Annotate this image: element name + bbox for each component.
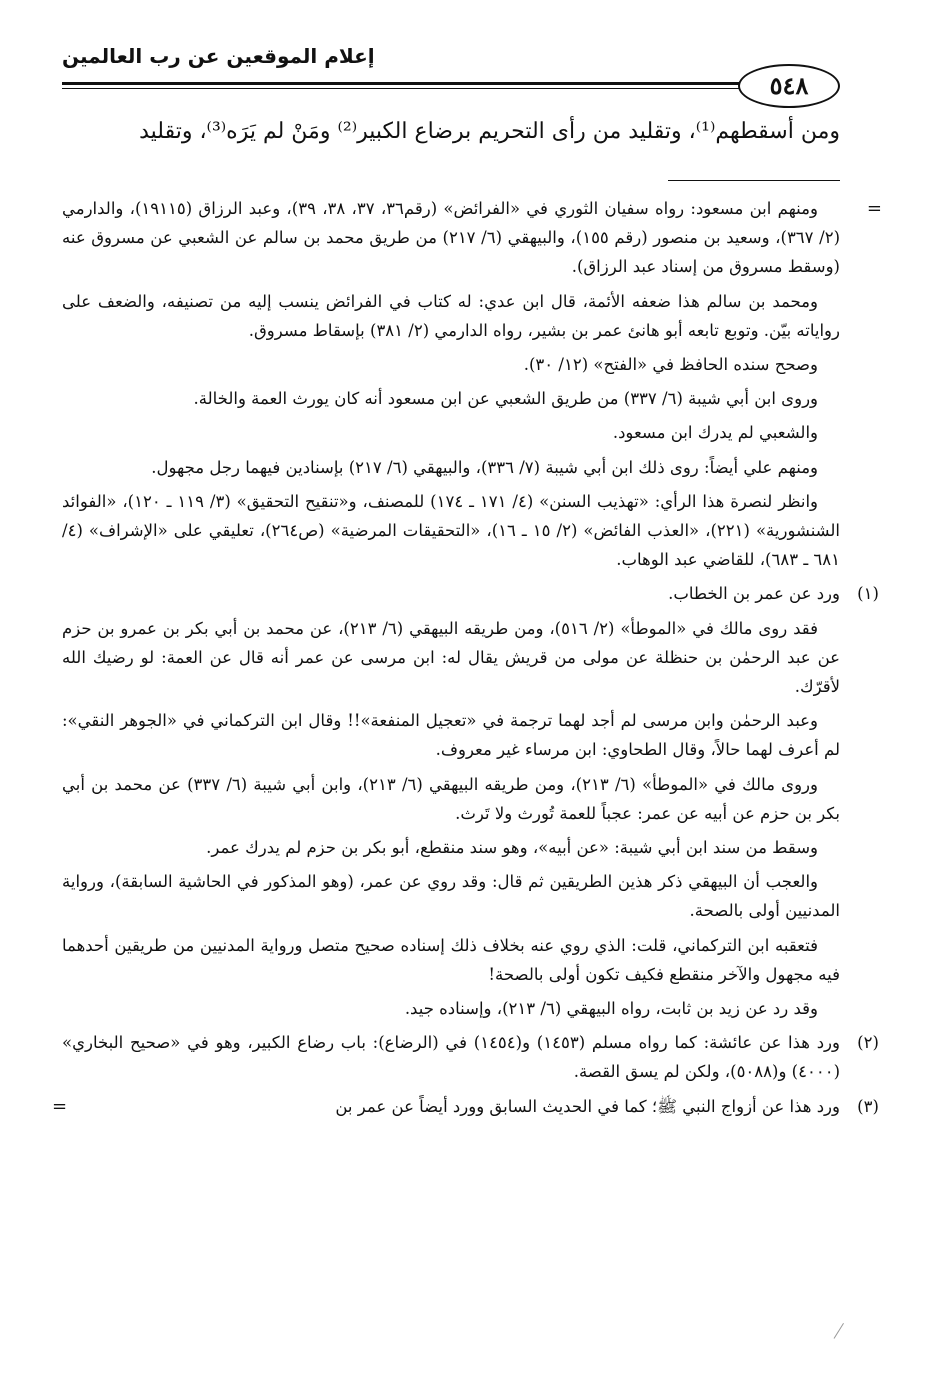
footnote-paragraph: والعجب أن البيهقي ذكر هذين الطريقين ثم قال: وقد روي عن عمر، (وهو المذكور في الحاشية السابقة)، ورواية المدنيين أولى بالصحة. [62,872,840,921]
footnote-3 [52,1092,879,1121]
footnote-paragraph: فتعقبه ابن التركماني، قلت: الذي روي عنه بخلاف ذلك إسناده صحيح متصل ورواية المدنيين من طريقين أحدهما فيه مجهول والآخر منقطع فكيف تكون أولى بالصحة! [62,935,840,984]
footnote-number: (٢) [857,1033,879,1053]
footnote-paragraph: وقد رد عن زيد بن ثابت، رواه البيهقي (٦/ ٢١٣)، وإسناده جيد. [404,999,818,1019]
header-rule-thick [62,82,800,85]
footnote-number: (٣) [857,1096,879,1116]
footnote-number: (١) [857,584,879,604]
stray-pen-mark [834,1323,844,1339]
footnote-first-line: ورد هذا عن عائشة: كما رواه مسلم (١٤٥٣) و(١٤٥٤) في (الرضاع): باب رضاع الكبير، وهو في «صحيح البخاري» (٤٠٠٠) و(٥٠٨٨)، ولكن لم يسق القصة. [62,1033,840,1082]
note-paragraph: والشعبي لم يدرك ابن مسعود. [612,423,818,443]
main-text-line: ومن أسقطهم⁽¹⁾، وتقليد من رأى التحريم برضاع الكبير⁽²⁾ ومَنْ لم يَرَه⁽³⁾، وتقليد [139,119,840,144]
header-rule-thin [62,88,800,89]
continuation-mark: = [52,1095,68,1117]
note-paragraph: ومنهم ابن مسعود: رواه سفيان الثوري في «الفرائض» (رقم٣٦، ٣٧، ٣٨، ٣٩)، وعبد الرزاق (١٩١١٥)، والدارمي (٢/ ٣٦٧)، وسعيد بن منصور (رقم ١٥٥)، والبيهقي (٦/ ٢١٧) من طريق محمد بن سالم عن الشعبي عن مسروق عنه (وسقط مسروق من إسناد عبد الرزاق). [62,199,840,277]
footnote-first-line: ورد عن عمر بن الخطاب. [668,584,840,604]
footnote-paragraph: فقد روى مالك في «الموطأ» (٢/ ٥١٦)، ومن طريقه البيهقي (٦/ ٢١٣)، عن محمد بن أبي بكر بن عمرو بن حزم عن عبد الرحمٰن بن حنظلة عن مولى من قريش يقال له: ابن مرسى عن عمر أنه قال عن العمة: لو رضيك الله لأقرّك. [62,618,840,697]
footnote-paragraph: وعبد الرحمٰن وابن مرسى لم أجد لهما ترجمة في «تعجيل المنفعة»!! وقال ابن التركماني في «الجوهر النقي»: لم أعرف لهما حالاً، وقال الطحاوي: ابن مرساء غير معروف. [62,711,840,760]
running-title: إعلام الموقعين عن رب العالمين [62,44,375,68]
note-paragraph: وصحح سنده الحافظ في «الفتح» (١٢/ ٣٠). [523,355,818,375]
footnote-2 [62,1028,879,1086]
note-paragraph: وروى ابن أبي شيبة (٦/ ٣٣٧) من طريق الشعبي عن ابن مسعود أنه كان يورث العمة والخالة. [193,389,818,409]
note-paragraph: وانظر لنصرة هذا الرأي: «تهذيب السنن» (٤/ ١٧١ ـ ١٧٤) للمصنف، و«تنقيح التحقيق» (٣/ ١١٩ ـ ١٢٠)، «الفوائد الشنشورية» (٢٢١)، «العذب الفائض» (٢/ ١٥ ـ ١٦)، «التحقيقات المرضية» (ص٢٦٤)، تعليقي على «الإشراف» (٤/ ٦٨١ ـ ٦٨٣)، للقاضي عبد الوهاب. [62,491,841,570]
footnote-first-line: ورد هذا عن أزواج النبي ﷺ؛ كما في الحديث السابق وورد أيضاً عن عمر بن [335,1096,840,1116]
footnote-paragraph: وسقط من سند ابن أبي شيبة: «عن أبيه»، وهو سند منقطع، أبو بكر بن حزم لم يدرك عمر. [206,838,818,858]
footnote-separator [668,180,840,181]
note-paragraph: ومنهم علي أيضاً: روى ذلك ابن أبي شيبة (٧/ ٣٣٦)، والبيهقي (٦/ ٢١٧) بإسنادين فيهما رجل مجهول. [151,457,818,477]
footnote-paragraph: وروى مالك في «الموطأ» (٦/ ٢١٣)، ومن طريقه البيهقي (٦/ ٢١٣)، وابن أبي شيبة (٦/ ٣٣٧) عن محمد بن أبي بكر بن حزم عن أبيه عن عمر: عجباً للعمة تُورث ولا تَرث. [62,774,840,823]
footnotes-area [52,194,882,1126]
continuation-mark: = [866,198,882,219]
page-number: ٥٤٨ [738,64,840,108]
page-header [62,44,840,100]
footnote-1 [62,579,879,1023]
note-paragraph: ومحمد بن سالم هذا ضعفه الأئمة، قال ابن عدي: له كتاب في الفرائض ينسب إليه من تصنيفه، والضعف على رواياته بيّن. وتوبع تابعه أبو هانئ عمر بن بشير، رواه الدارمي (٢/ ٣٨١) بإسقاط مسروق. [62,291,840,340]
